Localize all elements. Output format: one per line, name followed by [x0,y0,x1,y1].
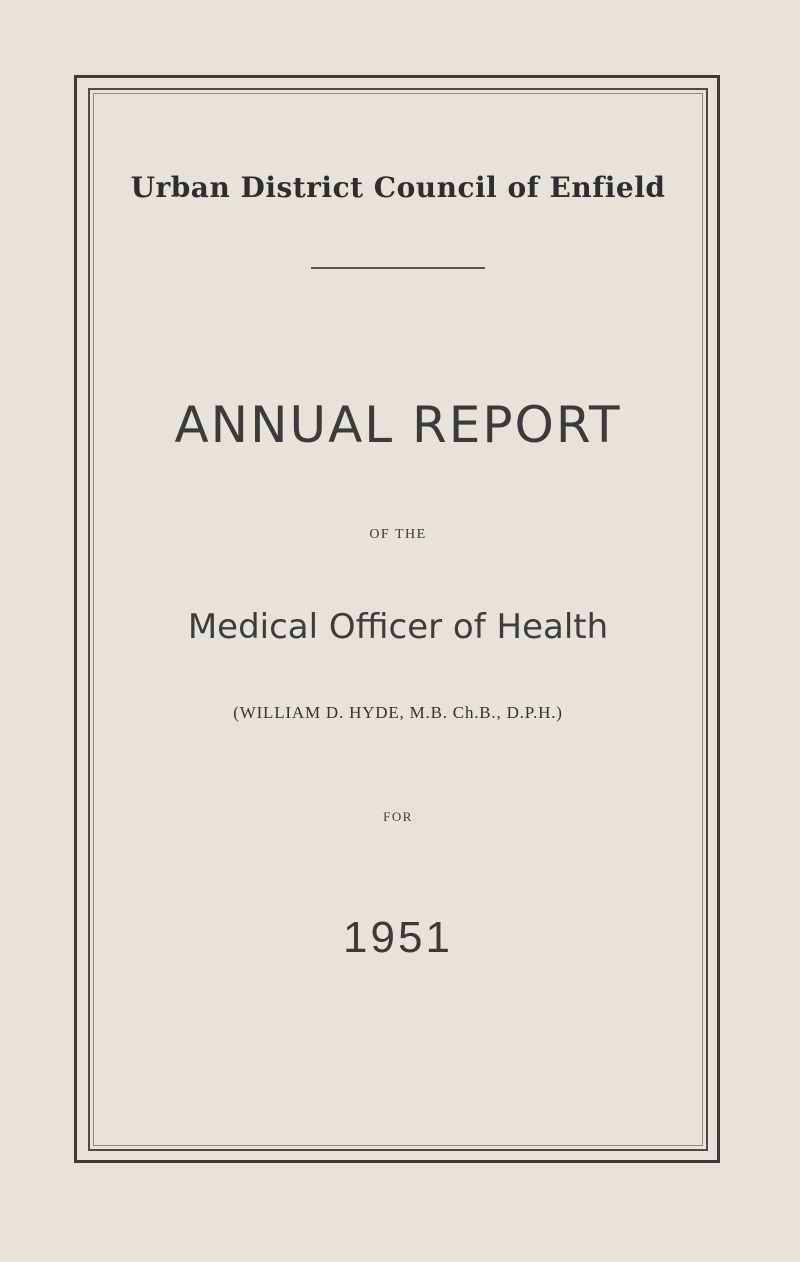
divider-rule [311,267,485,269]
cover-content [93,93,703,1146]
report-title: ANNUAL REPORT [174,396,622,454]
author-name: (WILLIAM D. HYDE, M.B. Ch.B., D.P.H.) [233,703,563,722]
of-the-label: OF THE [369,527,427,542]
council-heading: Urban District Council of Enfield [130,171,666,204]
for-label: FOR [383,809,413,824]
report-year: 1951 [343,913,453,962]
officer-title: Medical Officer of Health [187,607,609,647]
